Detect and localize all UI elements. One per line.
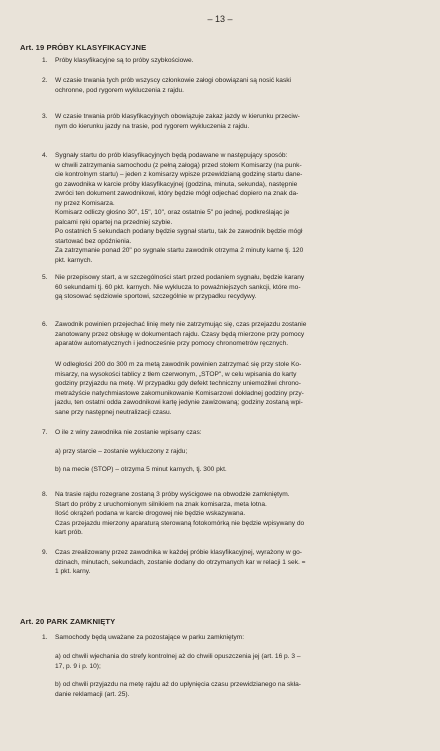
item-number: 2. xyxy=(42,77,48,84)
text-line: a) od chwili wjechania do strefy kontrolnej aż do chwili opuszczenia jej (art. 16 p. 3 – xyxy=(55,653,301,660)
text-line: ny przez Komisarza. xyxy=(55,199,115,207)
item-number: 8. xyxy=(42,491,48,498)
text-line: Za zatrzymanie ponad 20" po sygnale startu zawodnik otrzyma 2 minuty karne tj. 120 xyxy=(55,247,304,254)
text-line: aparatów automatycznych i jednocześnie przy pomocy chronometrów ręcznych. xyxy=(55,340,289,347)
text-line: pkt. karnych. xyxy=(55,256,93,264)
text-line: sane przy następnej neutralizacji czasu. xyxy=(55,408,172,416)
art20-item-1b xyxy=(55,680,435,699)
text-line: ochronne, pod rygorem wykluczenia z rajdu. xyxy=(55,86,185,94)
text-line: Po ostatnich 5 sekundach podany będzie sygnał startu, tak że zawodnik będzie mógł xyxy=(55,228,303,235)
text-line: godziny przyjazdu na metę. W przypadku gdy defekt techniczny uniemożliwi chrono- xyxy=(55,380,301,387)
text-line: metrażyście natychmiastowe zakomunikowanie Komisarzowi dokładnej godziny przy- xyxy=(55,389,304,397)
text-line: zwróci ten dokument zawodnikowi, który będzie mógł odjechać dopiero na znak da- xyxy=(55,190,299,197)
text-line: jazdu, ten ostatni odda zawodnikowi kartę jedynie zawizowaną; godziny zostaną wpi- xyxy=(55,399,303,406)
text-line: gą stosować sędziowie sportowi, szczególnie w przypadku recydywy. xyxy=(55,293,257,300)
art19-item-7a xyxy=(55,447,435,457)
text-line: Komisarz odliczy głośno 30", 15", 10", oraz ostatnie 5" po jednej, podkreślając je xyxy=(55,209,290,216)
item-number: 9. xyxy=(42,549,48,556)
text-line: Czas przejazdu mierzony aparaturą sterowaną fotokomórką nie będzie wpisywany do xyxy=(55,519,305,527)
item-number: 7. xyxy=(42,429,48,436)
item-number: 4. xyxy=(42,152,48,159)
text-line: cie kontrolnym startu) – jeden z komisarzy wpisze przewidzianą godzinę startu dane- xyxy=(55,171,303,178)
art20-item-1a xyxy=(55,652,435,671)
text-line: Próby klasyfikacyjne są to próby szybkościowe. xyxy=(55,57,194,64)
item-number: 5. xyxy=(42,274,48,281)
text-line: b) od chwili przyjazdu na metę rajdu aż do upłynięcia czasu przewidzianego na skła- xyxy=(55,681,301,688)
text-line: misarzy, na wysokości tablicy z tłem czerwonym, „STOP", w celu wpisania do karty xyxy=(55,370,297,378)
text-line: go zawodnika w karcie próby klasyfikacyjnej (godzina, minuta, sekunda), następnie xyxy=(55,180,298,188)
item-number: 1. xyxy=(42,634,48,641)
text-line: kart prób. xyxy=(55,529,83,536)
text-line: zanotowany przez obsługę w dokumentach rajdu. Czasy będą mierzone przy pomocy xyxy=(55,330,305,338)
text-line: Czas zrealizowany przez zawodnika w każdej próbie klasyfikacyjnej, wyrażony w go- xyxy=(55,549,303,556)
text-line: a) przy starcie – zostanie wykluczony z rajdu; xyxy=(55,448,188,455)
art19-item-7b xyxy=(55,465,435,475)
item-number: 6. xyxy=(42,321,48,328)
article-20-heading: Art. 20 PARK ZAMKNIĘTY xyxy=(20,617,116,626)
text-line: danie reklamacji (art. 25). xyxy=(55,690,130,698)
text-line: Samochody będą uważane za pozostające w parku zamkniętym: xyxy=(55,634,245,641)
text-line: Zawodnik powinien przejechać linię mety nie zatrzymując się, czas przejazdu zostanie xyxy=(55,321,307,328)
article-19-heading: Art. 19 PRÓBY KLASYFIKACYJNE xyxy=(20,43,147,52)
text-line: W czasie trwania tych prób wszyscy członkowie załogi obowiązani są nosić kaski xyxy=(55,77,292,84)
text-line: W czasie trwania prób klasyfikacyjnych obowiązuje zakaz jazdy w kierunku przeciw- xyxy=(55,113,300,120)
text-line: Start do próby z uruchomionym silnikiem na znak komisarza, meta lotna. xyxy=(55,500,267,508)
text-line: nym do kierunku jazdy na trasie, pod rygorem wykluczenia z rajdu. xyxy=(55,122,250,130)
text-line: w chwili zatrzymania samochodu (z pełną załogą) przed stołem Komisarzy (na punk- xyxy=(55,161,302,169)
text-line: 1 pkt. karny. xyxy=(55,568,91,575)
text-line: Ilość okrążeń podana w karcie drogowej nie będzie wskazywana. xyxy=(55,510,246,517)
text-line: palcami ręki opartej na przedniej szybie. xyxy=(55,218,173,226)
text-line: Sygnały startu do prób klasyfikacyjnych będą podawane w następujący sposób: xyxy=(55,152,288,159)
item-number: 1. xyxy=(42,57,48,64)
text-line: Na trasie rajdu rozegrane zostaną 3 próby wyścigowe na obwodzie zamkniętym. xyxy=(55,491,290,498)
text-line: b) na mecie (STOP) – otrzyma 5 minut karnych, tj. 300 pkt. xyxy=(55,466,227,473)
text-line: W odległości 200 do 300 m za metą zawodnik powinien zatrzymać się przy stole Ko- xyxy=(55,361,302,368)
item-number: 3. xyxy=(42,113,48,120)
page-number: – 13 – xyxy=(207,14,233,24)
text-line: 17, p. 9 i p. 10); xyxy=(55,662,101,670)
text-line: Nie przepisowy start, a w szczególności start przed podaniem sygnału, będzie karany xyxy=(55,274,305,281)
text-line: dzinach, minutach, sekundach, zostanie dodany do otrzymanych kar w relacji 1 sek. = xyxy=(55,558,306,566)
text-line: 60 sekundami tj. 60 pkt. karnych. Nie wyklucza to poważniejszych sankcji, które mo- xyxy=(55,283,301,291)
text-line: O ile z winy zawodnika nie zostanie wpisany czas: xyxy=(55,429,202,436)
text-line: startować bez opóźnienia. xyxy=(55,237,132,245)
